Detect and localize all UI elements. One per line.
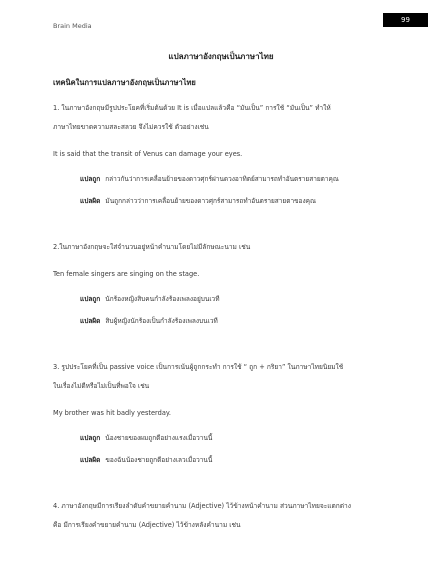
example-sentence: It is said that the transit of Venus can damage your eyes.: [53, 150, 243, 158]
technique-text-line: 3. รูปประโยคที่เป็น passive voice เป็นการเน้นผู้ถูกกระทำ การใช้ “ ถูก + กริยา” ในภาษาไทยนิยมใช้: [53, 363, 344, 371]
correct-label: แปลถูก: [80, 434, 101, 442]
page-number: 99: [383, 13, 428, 27]
wrong-label: แปลผิด: [80, 317, 101, 325]
wrong-text: ของฉันน้องชายถูกตีอย่างเลวเมื่อวานนี้: [105, 456, 213, 464]
technique-text-line: ภาษาไทยขาดความสละสลวย จึงไม่ควรใช้ ตัวอย่างเช่น: [53, 123, 209, 131]
page-content: [53, 50, 389, 535]
wrong-translation: [53, 194, 389, 208]
wrong-label: แปลผิด: [80, 197, 101, 205]
correct-text: น้องชายของผมถูกตีอย่างแรงเมื่อวานนี้: [105, 434, 213, 442]
example-sentence: Ten female singers are singing on the stage.: [53, 270, 200, 278]
correct-translation: [53, 431, 389, 445]
correct-label: แปลถูก: [80, 295, 101, 303]
technique-item-1: [53, 99, 389, 208]
correct-translation: [53, 292, 389, 306]
brand-name: Brain Media: [53, 22, 92, 30]
technique-text-line: คือ มีการเรียงคำขยายคำนาม (Adjective) ไว้ข้างหลังคำนาม เช่น: [53, 521, 241, 529]
technique-text-line: 1. ในภาษาอังกฤษมีรูปประโยคที่เริ่มต้นด้วย It is เมื่อแปลแล้วคือ “มันเป็น” การใช้ “มันเป็น” ทำให้: [53, 104, 331, 112]
wrong-text: สิบผู้หญิงนักร้องเป็นกำลังร้องเพลงบนเวที: [105, 317, 218, 325]
page-header: [0, 0, 428, 40]
example-sentence: My brother was hit badly yesterday.: [53, 409, 171, 417]
correct-text: นักร้องหญิงสิบคนกำลังร้องเพลงอยู่บนเวที: [105, 295, 220, 303]
page-title: แปลภาษาอังกฤษเป็นภาษาไทย: [168, 52, 274, 61]
wrong-label: แปลผิด: [80, 456, 101, 464]
technique-text-line: 2.ในภาษาอังกฤษจะใส่จำนวนอยู่หน้าคำนามโดยไม่มีลักษณะนาม เช่น: [53, 243, 251, 251]
correct-label: แปลถูก: [80, 175, 101, 183]
technique-text-line: ในเรื่องไม่ดีหรือไม่เป็นที่พอใจ เช่น: [53, 382, 150, 390]
wrong-translation: [53, 453, 389, 467]
correct-text: กล่าวกันว่าการเคลื่อนย้ายของดาวศุกร์ผ่านดวงอาทิตย์สามารถทำอันตรายสายตาคุณ: [105, 175, 339, 183]
correct-translation: [53, 172, 389, 186]
wrong-text: มันถูกกล่าวว่าการเคลื่อนย้ายของดาวศุกร์สามารถทำอันตรายสายตาของคุณ: [105, 197, 317, 205]
technique-item-2: [53, 238, 389, 328]
technique-text-line: 4. ภาษาอังกฤษมีการเรียงลำดับคำขยายคำนาม (Adjective) ไว้ข้างหน้าคำนาม ส่วนภาษาไทยจะแตกต่าง: [53, 502, 351, 510]
technique-item-3: [53, 358, 389, 467]
technique-item-4: [53, 497, 389, 535]
section-heading: เทคนิคในการแปลภาษาอังกฤษเป็นภาษาไทย: [53, 78, 196, 87]
wrong-translation: [53, 314, 389, 328]
